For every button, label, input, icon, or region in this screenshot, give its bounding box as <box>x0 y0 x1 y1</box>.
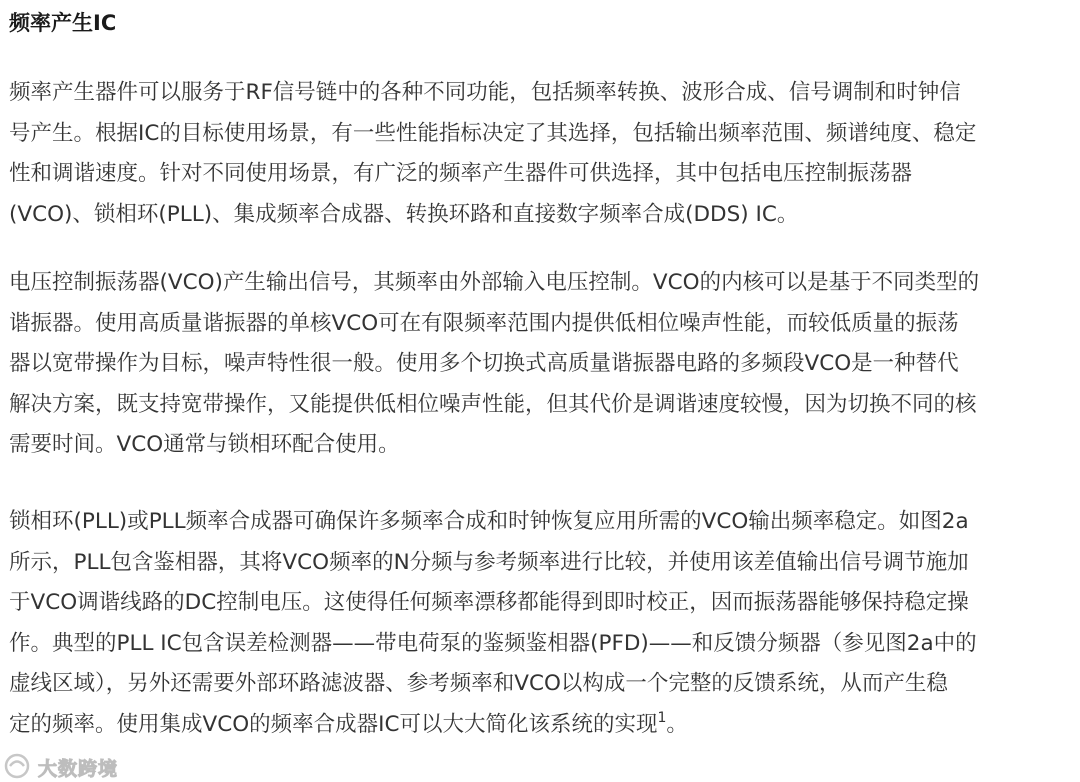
article <box>9 0 1071 737</box>
paragraph-line: 解决方案，既支持宽带操作，又能提供低相位噪声性能，但其代价是调谐速度较慢，因为切换不同的核 <box>9 391 977 417</box>
paragraph-line: 作。典型的PLL IC包含误差检测器——带电荷泵的鉴频鉴相器(PFD)——和反馈分频器（参见图2a中的 <box>9 630 977 656</box>
brand-logo-icon <box>2 751 36 781</box>
paragraph-1 <box>9 73 1071 235</box>
paragraph-line: 虚线区域），另外还需要外部环路滤波器、参考频率和VCO以构成一个完整的反馈系统，从而产生稳 <box>9 671 948 697</box>
paragraph-line: 频率产生器件可以服务于RF信号链中的各种不同功能，包括频率转换、波形合成、信号调制和时钟信 <box>9 80 961 105</box>
paragraph-line: 器以宽带操作为目标，噪声特性很一般。使用多个切换式高质量谐振器电路的多频段VCO是一种替代 <box>9 351 959 377</box>
paragraph-last-line <box>9 705 1071 746</box>
paragraph-line: 锁相环(PLL)或PLL频率合成器可确保许多频率合成和时钟恢复应用所需的VCO输出频率稳定。如图2a <box>9 509 969 534</box>
end-punctuation: 。 <box>666 711 688 737</box>
paragraph-line: 电压控制振荡器(VCO)产生输出信号，其频率由外部输入电压控制。VCO的内核可以是基于不同类型的 <box>9 270 980 295</box>
paragraph-line-text: 定的频率。使用集成VCO的频率合成器IC可以大大简化该系统的实现 <box>9 711 658 737</box>
paragraph-line: 谐振器。使用高质量谐振器的单核VCO可在有限频率范围内提供低相位噪声性能，而较低质量的振荡 <box>9 310 959 336</box>
paragraph-line: 需要时间。VCO通常与锁相环配合使用。 <box>9 432 400 458</box>
paragraph-line: 性和调谐速度。针对不同使用场景，有广泛的频率产生器件可供选择，其中包括电压控制振荡器 <box>9 161 913 187</box>
paragraph-line: 号产生。根据IC的目标使用场景，有一些性能指标决定了其选择，包括输出频率范围、频谱纯度、稳定 <box>9 120 977 146</box>
paragraph-3 <box>9 502 1071 746</box>
footnote-ref[interactable]: 1 <box>657 709 667 726</box>
watermark <box>2 751 152 782</box>
paragraph-line: (VCO)、锁相环(PLL)、集成频率合成器、转换环路和直接数字频率合成(DDS) IC。 <box>9 201 799 227</box>
paragraph-line: 于VCO调谐线路的DC控制电压。这使得任何频率漂移都能得到即时校正，因而振荡器能够保持稳定操 <box>9 590 969 616</box>
paragraph-line: 所示，PLL包含鉴相器，其将VCO频率的N分频与参考频率进行比较，并使用该差值输出信号调节施加 <box>9 549 969 575</box>
section-heading: 频率产生IC <box>9 11 117 35</box>
watermark-text: 大数跨境 <box>38 758 119 780</box>
paragraph-2 <box>9 263 1071 466</box>
